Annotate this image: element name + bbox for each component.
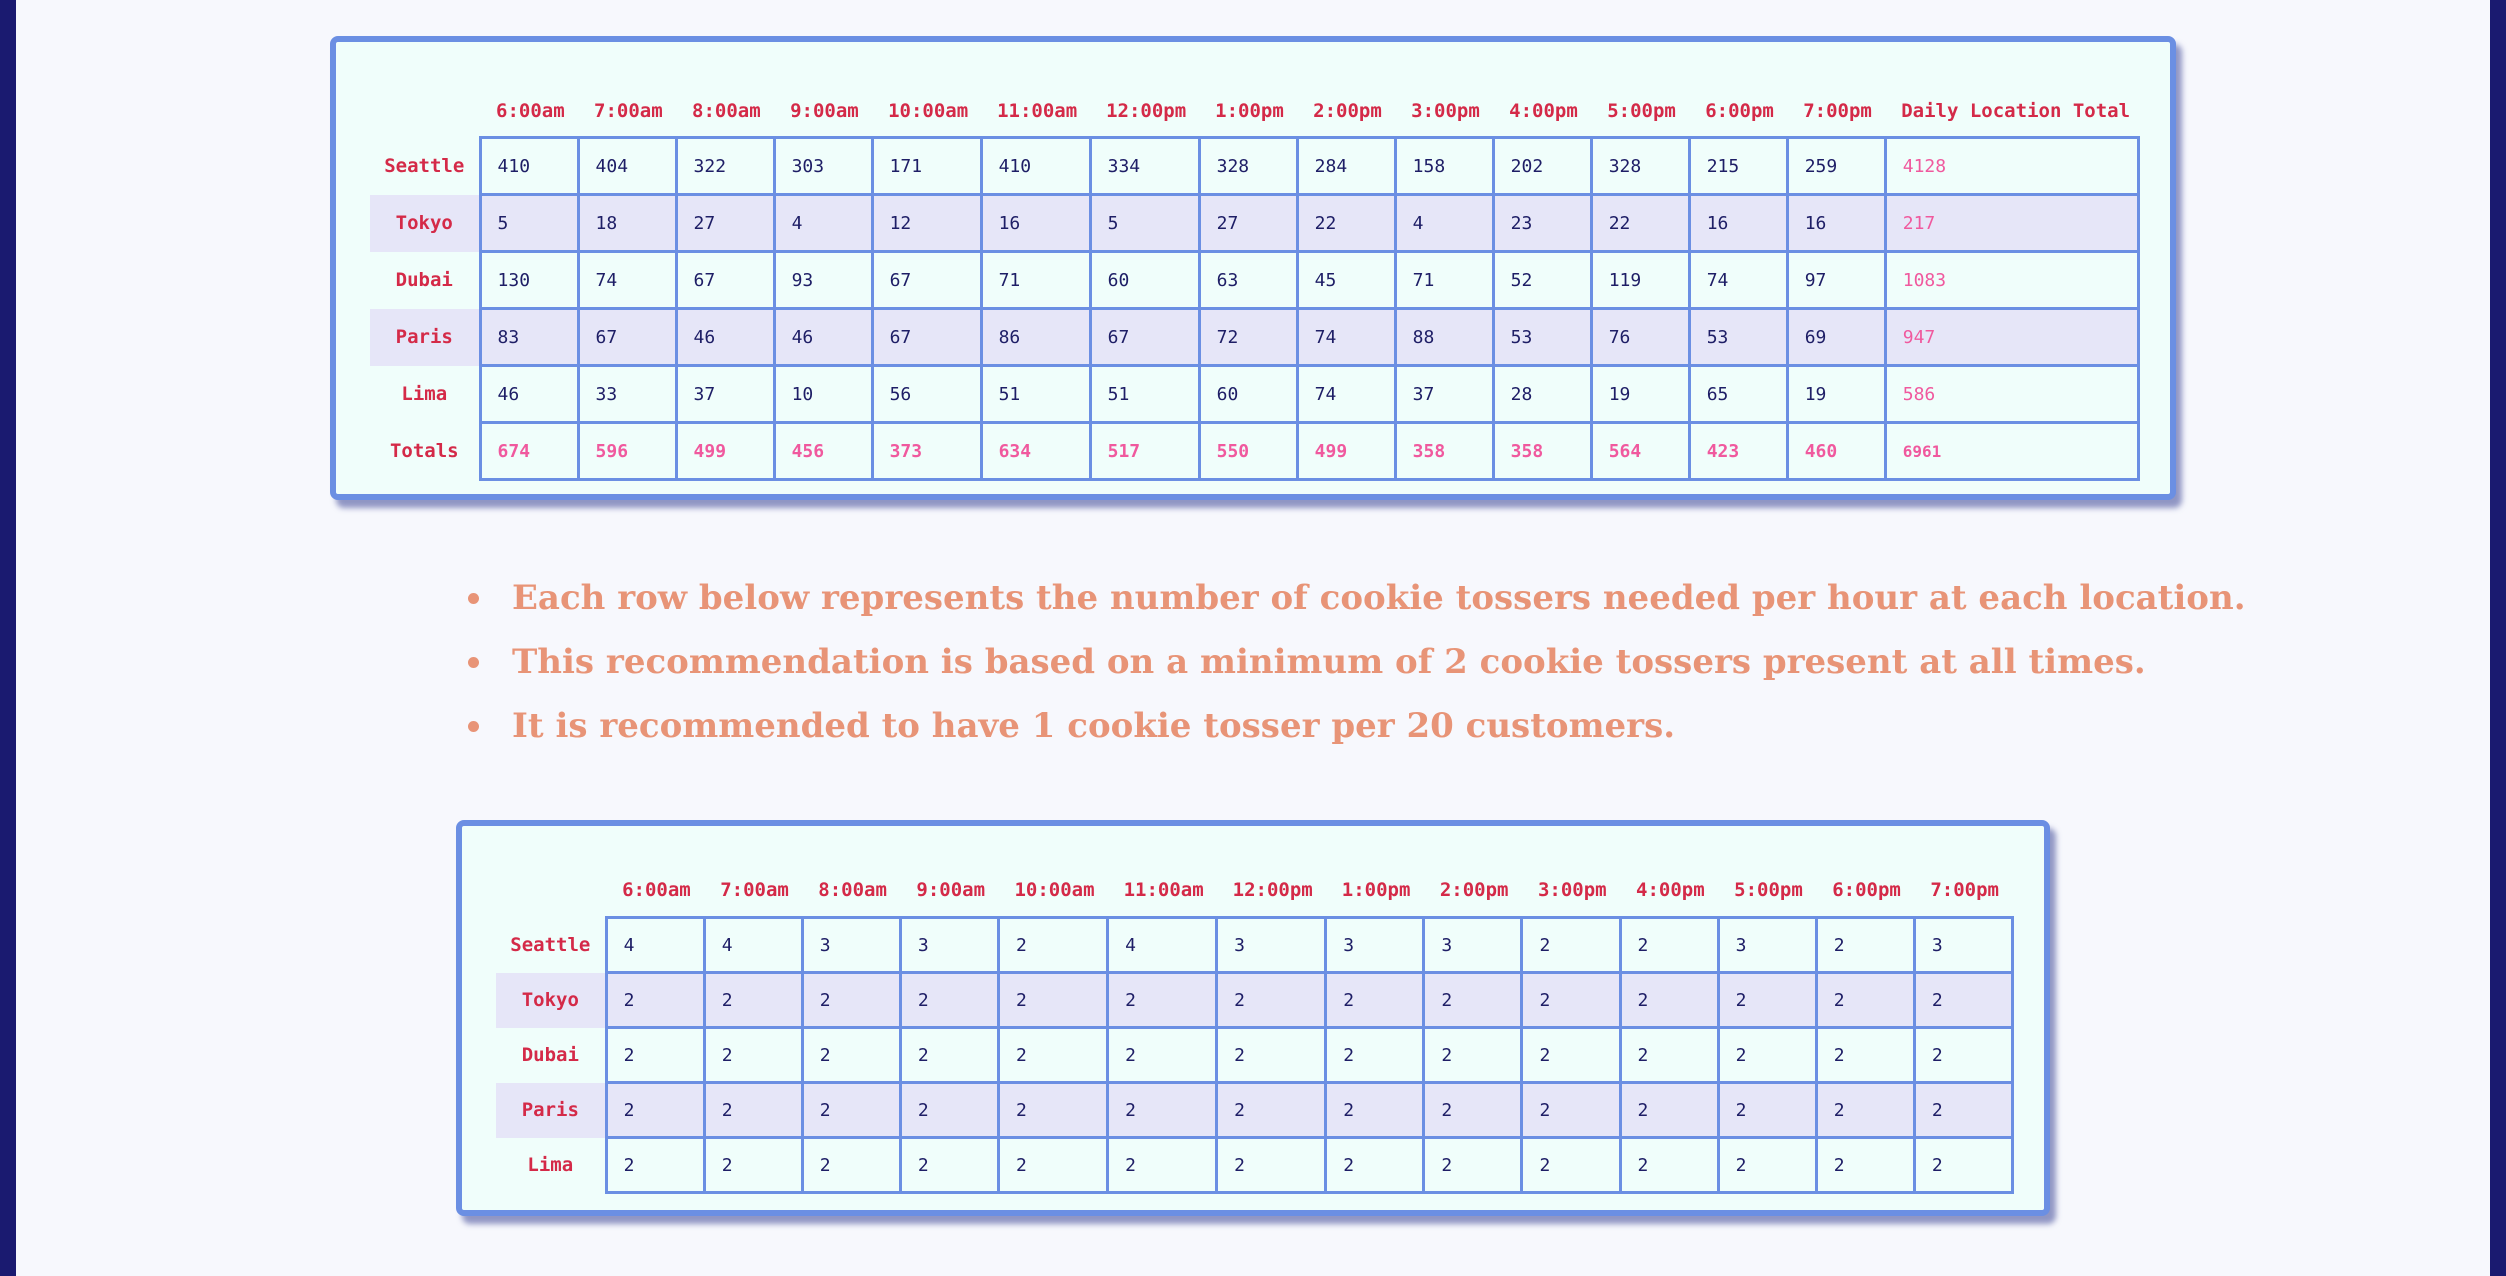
cookie-count-cell: 53 bbox=[1689, 309, 1787, 366]
tosser-count-cell: 2 bbox=[802, 1138, 900, 1193]
cookie-count-cell: 404 bbox=[578, 138, 676, 195]
location-total-cell: 1083 bbox=[1885, 252, 2138, 309]
tosser-count-cell: 2 bbox=[1718, 1028, 1816, 1083]
tosser-count-cell: 2 bbox=[704, 1138, 802, 1193]
sales-table bbox=[370, 86, 2140, 481]
cookie-count-cell: 60 bbox=[1090, 252, 1199, 309]
cookie-count-cell: 67 bbox=[872, 252, 981, 309]
cookie-count-cell: 71 bbox=[981, 252, 1090, 309]
cookie-count-cell: 12 bbox=[872, 195, 981, 252]
cookie-count-cell: 27 bbox=[1199, 195, 1297, 252]
tosser-count-cell: 2 bbox=[704, 1028, 802, 1083]
table-row bbox=[370, 195, 2139, 252]
location-total-cell: 586 bbox=[1885, 366, 2138, 423]
location-label: Lima bbox=[527, 1154, 574, 1176]
cookie-count-cell: 303 bbox=[774, 138, 872, 195]
cookie-count-cell: 63 bbox=[1199, 252, 1297, 309]
tosser-count-cell: 2 bbox=[1718, 1083, 1816, 1138]
hour-header: 4:00pm bbox=[1509, 100, 1578, 122]
cookie-count-cell: 88 bbox=[1395, 309, 1493, 366]
location-total-cell: 217 bbox=[1885, 195, 2138, 252]
tosser-count-cell: 2 bbox=[1217, 1138, 1326, 1193]
totals-row bbox=[370, 423, 2139, 480]
tosser-count-cell: 2 bbox=[1424, 973, 1522, 1028]
tosser-count-cell: 2 bbox=[1816, 1138, 1914, 1193]
tosser-count-cell: 2 bbox=[1914, 973, 2012, 1028]
cookie-count-cell: 259 bbox=[1787, 138, 1885, 195]
tosser-count-cell: 2 bbox=[998, 1028, 1107, 1083]
hour-header: 5:00pm bbox=[1607, 100, 1676, 122]
tosser-count-cell: 2 bbox=[900, 1028, 998, 1083]
corner-cell bbox=[496, 864, 606, 918]
hourly-total-cell: 460 bbox=[1787, 423, 1885, 480]
cookie-count-cell: 16 bbox=[981, 195, 1090, 252]
tosser-count-cell: 3 bbox=[1217, 918, 1326, 973]
bullet-icon bbox=[468, 593, 479, 604]
tosser-count-cell: 2 bbox=[1217, 1083, 1326, 1138]
hourly-total-cell: 596 bbox=[578, 423, 676, 480]
hourly-total-cell: 358 bbox=[1395, 423, 1493, 480]
tosser-count-cell: 2 bbox=[900, 1138, 998, 1193]
cookie-count-cell: 5 bbox=[480, 195, 578, 252]
cookie-count-cell: 158 bbox=[1395, 138, 1493, 195]
cookie-count-cell: 119 bbox=[1591, 252, 1689, 309]
cookie-count-cell: 18 bbox=[578, 195, 676, 252]
cookie-count-cell: 19 bbox=[1591, 366, 1689, 423]
hour-header: 3:00pm bbox=[1411, 100, 1480, 122]
hour-header: 7:00am bbox=[720, 879, 789, 901]
tosser-count-cell: 2 bbox=[1718, 973, 1816, 1028]
tosser-count-cell: 2 bbox=[704, 973, 802, 1028]
hour-header: 6:00am bbox=[622, 879, 691, 901]
tosser-count-cell: 2 bbox=[1108, 1028, 1217, 1083]
hour-header: 10:00am bbox=[888, 100, 969, 122]
cookie-count-cell: 65 bbox=[1689, 366, 1787, 423]
tosser-count-cell: 2 bbox=[606, 1083, 704, 1138]
tosser-count-cell: 2 bbox=[998, 918, 1107, 973]
hour-header: 6:00pm bbox=[1832, 879, 1901, 901]
totals-label: Totals bbox=[389, 440, 459, 462]
hour-header: 6:00am bbox=[496, 100, 565, 122]
tosser-count-cell: 2 bbox=[998, 1083, 1107, 1138]
cookie-count-cell: 86 bbox=[981, 309, 1090, 366]
cookie-count-cell: 215 bbox=[1689, 138, 1787, 195]
tosser-count-cell: 2 bbox=[606, 1028, 704, 1083]
tosser-count-cell: 2 bbox=[1522, 1028, 1620, 1083]
cookie-count-cell: 67 bbox=[872, 309, 981, 366]
tosser-count-cell: 2 bbox=[704, 1083, 802, 1138]
hour-header: 4:00pm bbox=[1636, 879, 1705, 901]
cookie-count-cell: 328 bbox=[1591, 138, 1689, 195]
cookie-count-cell: 16 bbox=[1787, 195, 1885, 252]
location-label: Tokyo bbox=[370, 195, 480, 252]
staff-table bbox=[496, 864, 2014, 1194]
tosser-count-cell: 2 bbox=[1326, 973, 1424, 1028]
note-item bbox=[460, 694, 2246, 758]
hourly-total-cell: 456 bbox=[774, 423, 872, 480]
sales-header-row bbox=[370, 86, 2139, 138]
note-item bbox=[460, 630, 2246, 694]
tosser-count-cell: 3 bbox=[1326, 918, 1424, 973]
cookie-count-cell: 37 bbox=[676, 366, 774, 423]
cookie-count-cell: 130 bbox=[480, 252, 578, 309]
hour-header: 6:00pm bbox=[1705, 100, 1774, 122]
hour-header: 11:00am bbox=[1123, 879, 1204, 901]
cookie-count-cell: 83 bbox=[480, 309, 578, 366]
hourly-total-cell: 517 bbox=[1090, 423, 1199, 480]
tosser-count-cell: 2 bbox=[1816, 918, 1914, 973]
hour-header: 3:00pm bbox=[1537, 879, 1607, 901]
cookie-count-cell: 93 bbox=[774, 252, 872, 309]
hourly-total-cell: 499 bbox=[676, 423, 774, 480]
tosser-count-cell: 2 bbox=[1620, 973, 1718, 1028]
tosser-count-cell: 2 bbox=[1620, 918, 1718, 973]
cookie-count-cell: 53 bbox=[1493, 309, 1591, 366]
cookie-count-cell: 97 bbox=[1787, 252, 1885, 309]
cookie-count-cell: 328 bbox=[1199, 138, 1297, 195]
staff-table-panel bbox=[456, 820, 2050, 1216]
cookie-count-cell: 51 bbox=[981, 366, 1090, 423]
note-text: It is recommended to have 1 cookie tosser per 20 customers. bbox=[512, 706, 1676, 746]
cookie-count-cell: 284 bbox=[1297, 138, 1395, 195]
cookie-count-cell: 67 bbox=[676, 252, 774, 309]
hour-header: 7:00pm bbox=[1803, 100, 1872, 122]
cookie-count-cell: 46 bbox=[774, 309, 872, 366]
cookie-count-cell: 22 bbox=[1591, 195, 1689, 252]
bullet-icon bbox=[468, 657, 479, 668]
tosser-count-cell: 2 bbox=[1326, 1028, 1424, 1083]
tosser-count-cell: 3 bbox=[900, 918, 998, 973]
cookie-count-cell: 72 bbox=[1199, 309, 1297, 366]
tosser-count-cell: 2 bbox=[802, 1028, 900, 1083]
tosser-count-cell: 2 bbox=[1816, 1083, 1914, 1138]
hour-header: 9:00am bbox=[916, 879, 986, 901]
cookie-count-cell: 4 bbox=[1395, 195, 1493, 252]
cookie-count-cell: 45 bbox=[1297, 252, 1395, 309]
hourly-total-cell: 564 bbox=[1591, 423, 1689, 480]
table-row bbox=[496, 973, 2013, 1028]
cookie-count-cell: 67 bbox=[1090, 309, 1199, 366]
tosser-count-cell: 2 bbox=[1108, 973, 1217, 1028]
hour-header: 12:00pm bbox=[1232, 879, 1313, 901]
daily-total-header: Daily Location Total bbox=[1901, 100, 2131, 122]
grand-total-cell: 6961 bbox=[1885, 423, 2138, 480]
cookie-count-cell: 52 bbox=[1493, 252, 1591, 309]
location-label: Seattle bbox=[510, 934, 591, 956]
tosser-count-cell: 2 bbox=[1718, 1138, 1816, 1193]
note-item bbox=[460, 566, 2246, 630]
cookie-count-cell: 74 bbox=[1297, 366, 1395, 423]
location-label: Paris bbox=[496, 1083, 606, 1138]
table-row bbox=[496, 1083, 2013, 1138]
tosser-count-cell: 2 bbox=[1620, 1028, 1718, 1083]
tosser-count-cell: 2 bbox=[1424, 1028, 1522, 1083]
hour-header: 1:00pm bbox=[1215, 100, 1284, 122]
bullet-icon bbox=[468, 721, 479, 732]
tosser-count-cell: 2 bbox=[998, 973, 1107, 1028]
tosser-count-cell: 2 bbox=[1522, 1138, 1620, 1193]
cookie-count-cell: 69 bbox=[1787, 309, 1885, 366]
tosser-count-cell: 4 bbox=[704, 918, 802, 973]
table-row bbox=[496, 918, 2013, 973]
corner-cell bbox=[370, 86, 480, 138]
tosser-count-cell: 2 bbox=[900, 1083, 998, 1138]
tosser-count-cell: 2 bbox=[1914, 1028, 2012, 1083]
hour-header: 2:00pm bbox=[1439, 879, 1509, 901]
tosser-count-cell: 2 bbox=[1816, 973, 1914, 1028]
tosser-count-cell: 2 bbox=[1620, 1138, 1718, 1193]
tosser-count-cell: 2 bbox=[900, 973, 998, 1028]
location-label: Lima bbox=[401, 383, 448, 405]
hour-header: 7:00pm bbox=[1930, 879, 1999, 901]
tosser-count-cell: 2 bbox=[1217, 973, 1326, 1028]
hour-header: 8:00am bbox=[692, 100, 761, 122]
table-row bbox=[496, 1028, 2013, 1083]
tosser-count-cell: 4 bbox=[606, 918, 704, 973]
tosser-count-cell: 2 bbox=[1326, 1083, 1424, 1138]
tosser-count-cell: 2 bbox=[1108, 1083, 1217, 1138]
cookie-count-cell: 60 bbox=[1199, 366, 1297, 423]
location-label: Dubai bbox=[395, 269, 453, 291]
tosser-count-cell: 2 bbox=[1914, 1083, 2012, 1138]
cookie-count-cell: 27 bbox=[676, 195, 774, 252]
tosser-count-cell: 3 bbox=[1424, 918, 1522, 973]
location-label: Dubai bbox=[521, 1044, 579, 1066]
cookie-count-cell: 16 bbox=[1689, 195, 1787, 252]
cookie-count-cell: 171 bbox=[872, 138, 981, 195]
cookie-count-cell: 202 bbox=[1493, 138, 1591, 195]
cookie-count-cell: 76 bbox=[1591, 309, 1689, 366]
cookie-count-cell: 410 bbox=[981, 138, 1090, 195]
page-border-left bbox=[0, 0, 16, 1276]
cookie-count-cell: 46 bbox=[676, 309, 774, 366]
tosser-count-cell: 2 bbox=[1424, 1083, 1522, 1138]
location-total-cell: 947 bbox=[1885, 309, 2138, 366]
tosser-count-cell: 2 bbox=[998, 1138, 1107, 1193]
hourly-total-cell: 674 bbox=[480, 423, 578, 480]
hour-header: 11:00am bbox=[997, 100, 1078, 122]
tosser-count-cell: 2 bbox=[606, 1138, 704, 1193]
cookie-count-cell: 322 bbox=[676, 138, 774, 195]
cookie-count-cell: 23 bbox=[1493, 195, 1591, 252]
tosser-count-cell: 2 bbox=[1522, 973, 1620, 1028]
tosser-count-cell: 2 bbox=[1522, 1083, 1620, 1138]
location-label: Paris bbox=[370, 309, 480, 366]
tosser-count-cell: 3 bbox=[802, 918, 900, 973]
hour-header: 7:00am bbox=[594, 100, 663, 122]
cookie-count-cell: 46 bbox=[480, 366, 578, 423]
hour-header: 12:00pm bbox=[1106, 100, 1187, 122]
tosser-count-cell: 3 bbox=[1718, 918, 1816, 973]
hourly-total-cell: 423 bbox=[1689, 423, 1787, 480]
cookie-count-cell: 410 bbox=[480, 138, 578, 195]
hourly-total-cell: 373 bbox=[872, 423, 981, 480]
table-row bbox=[370, 138, 2139, 195]
hourly-total-cell: 499 bbox=[1297, 423, 1395, 480]
page-border-right bbox=[2490, 0, 2506, 1276]
hour-header: 10:00am bbox=[1014, 879, 1095, 901]
tosser-count-cell: 2 bbox=[802, 973, 900, 1028]
cookie-count-cell: 28 bbox=[1493, 366, 1591, 423]
hour-header: 9:00am bbox=[790, 100, 859, 122]
hour-header: 5:00pm bbox=[1734, 879, 1803, 901]
location-total-cell: 4128 bbox=[1885, 138, 2138, 195]
cookie-count-cell: 71 bbox=[1395, 252, 1493, 309]
cookie-count-cell: 74 bbox=[1297, 309, 1395, 366]
sales-table-panel bbox=[330, 36, 2176, 500]
note-text: Each row below represents the number of cookie tossers needed per hour at each location. bbox=[512, 578, 2246, 618]
cookie-count-cell: 37 bbox=[1395, 366, 1493, 423]
cookie-count-cell: 51 bbox=[1090, 366, 1199, 423]
hourly-total-cell: 550 bbox=[1199, 423, 1297, 480]
cookie-count-cell: 74 bbox=[1689, 252, 1787, 309]
recommendation-notes bbox=[460, 566, 2246, 758]
note-text: This recommendation is based on a minimum of 2 cookie tossers present at all times. bbox=[512, 642, 2146, 682]
hour-header: 1:00pm bbox=[1341, 879, 1411, 901]
cookie-count-cell: 74 bbox=[578, 252, 676, 309]
hourly-total-cell: 358 bbox=[1493, 423, 1591, 480]
tosser-count-cell: 3 bbox=[1914, 918, 2012, 973]
tosser-count-cell: 2 bbox=[1217, 1028, 1326, 1083]
tosser-count-cell: 2 bbox=[1914, 1138, 2012, 1193]
table-row bbox=[370, 366, 2139, 423]
location-label: Seattle bbox=[384, 155, 465, 177]
cookie-count-cell: 22 bbox=[1297, 195, 1395, 252]
tosser-count-cell: 2 bbox=[1620, 1083, 1718, 1138]
table-row bbox=[370, 309, 2139, 366]
cookie-count-cell: 67 bbox=[578, 309, 676, 366]
table-row bbox=[370, 252, 2139, 309]
cookie-count-cell: 334 bbox=[1090, 138, 1199, 195]
tosser-count-cell: 2 bbox=[1108, 1138, 1217, 1193]
tosser-count-cell: 2 bbox=[1326, 1138, 1424, 1193]
table-row bbox=[496, 1138, 2013, 1193]
cookie-count-cell: 33 bbox=[578, 366, 676, 423]
hour-header: 8:00am bbox=[818, 879, 887, 901]
hour-header: 2:00pm bbox=[1313, 100, 1382, 122]
cookie-count-cell: 19 bbox=[1787, 366, 1885, 423]
cookie-count-cell: 10 bbox=[774, 366, 872, 423]
tosser-count-cell: 2 bbox=[1424, 1138, 1522, 1193]
cookie-count-cell: 4 bbox=[774, 195, 872, 252]
staff-header-row bbox=[496, 864, 2013, 918]
tosser-count-cell: 2 bbox=[1816, 1028, 1914, 1083]
tosser-count-cell: 2 bbox=[1522, 918, 1620, 973]
cookie-count-cell: 5 bbox=[1090, 195, 1199, 252]
cookie-count-cell: 56 bbox=[872, 366, 981, 423]
tosser-count-cell: 4 bbox=[1108, 918, 1217, 973]
hourly-total-cell: 634 bbox=[981, 423, 1090, 480]
location-label: Tokyo bbox=[496, 973, 606, 1028]
tosser-count-cell: 2 bbox=[802, 1083, 900, 1138]
tosser-count-cell: 2 bbox=[606, 973, 704, 1028]
